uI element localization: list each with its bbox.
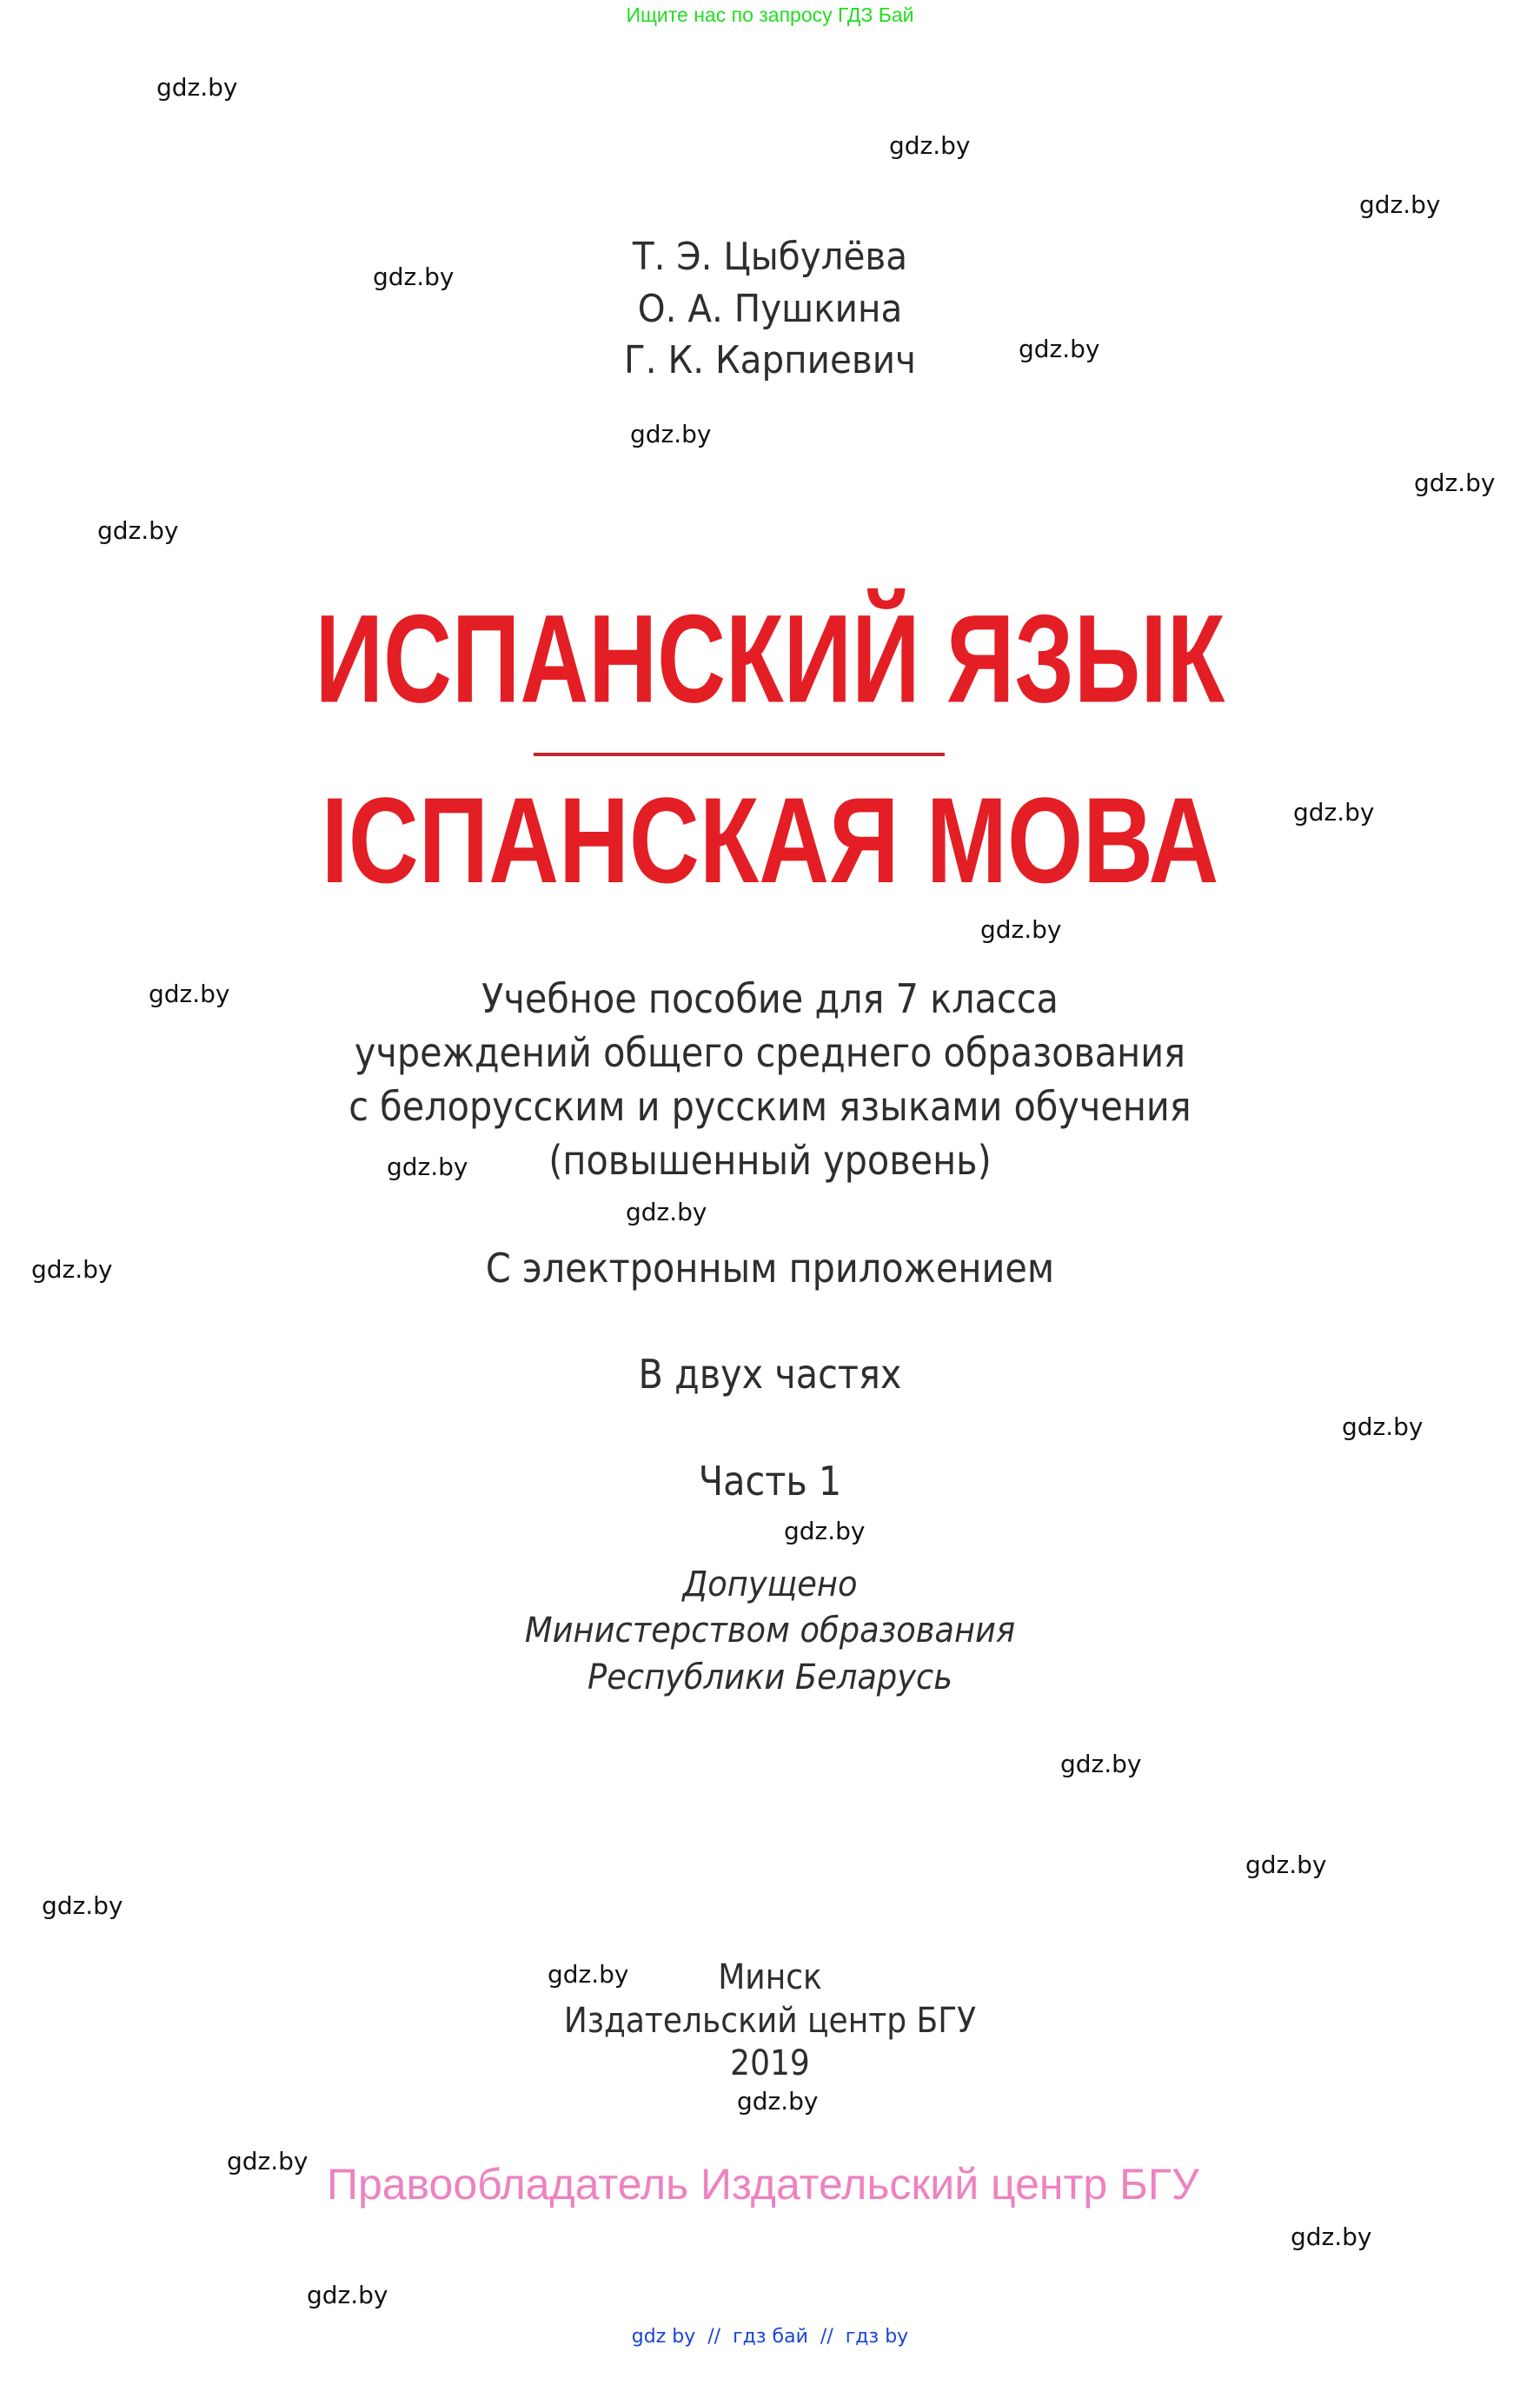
- watermark-text: gdz.by: [980, 915, 1062, 944]
- watermark-text: gdz.by: [97, 516, 179, 545]
- watermark-text: gdz.by: [387, 1153, 468, 1181]
- watermark-text: gdz.by: [784, 1517, 866, 1545]
- watermark-text: gdz.by: [31, 1255, 113, 1284]
- part-number: Часть 1: [698, 1458, 842, 1505]
- footer-links: [0, 2326, 1540, 2348]
- parts-note: В двух частях: [638, 1351, 902, 1398]
- author-2: О. А. Пушкина: [637, 287, 903, 331]
- rights-holder-notice: Правообладатель Издательский центр БГУ: [327, 2160, 1199, 2209]
- watermark-text: gdz.by: [1019, 335, 1100, 363]
- watermark-text: gdz.by: [1291, 2222, 1372, 2251]
- approval-line-3: Республики Беларусь: [587, 1658, 953, 1697]
- supplement-note: С электронным приложением: [485, 1245, 1055, 1292]
- publisher-city: Минск: [718, 1957, 822, 1997]
- publication-year: 2019: [730, 2043, 810, 2083]
- publisher-name: Издательский центр БГУ: [563, 2001, 977, 2041]
- subtitle-line-2: учреждений общего среднего образования: [354, 1029, 1186, 1076]
- watermark-text: gdz.by: [307, 2281, 388, 2309]
- watermark-text: gdz.by: [737, 2087, 819, 2116]
- title-divider: [534, 753, 945, 756]
- approval-line-1: Допущено: [682, 1565, 858, 1604]
- watermark-text: gdz.by: [149, 980, 230, 1008]
- watermark-text: gdz.by: [1359, 190, 1441, 219]
- watermark-text: gdz.by: [227, 2147, 309, 2176]
- watermark-text: gdz.by: [1342, 1412, 1424, 1441]
- footer-link-gdz-by[interactable]: gdz by: [631, 2326, 696, 2348]
- author-1: Т. Э. Цыбулёва: [632, 235, 908, 279]
- footer-link-gdz-bai[interactable]: гдз бай: [733, 2326, 808, 2348]
- title-russian: ИСПАНСКИЙ ЯЗЫК: [315, 588, 1225, 729]
- approval-line-2: Министерством образования: [524, 1611, 1016, 1651]
- author-3: Г. К. Карпиевич: [624, 338, 916, 382]
- title-belarusian: ІСПАНСКАЯ МОВА: [321, 772, 1219, 908]
- watermark-text: gdz.by: [1060, 1750, 1142, 1778]
- subtitle-line-1: Учебное пособие для 7 класса: [481, 975, 1059, 1022]
- watermark-text: gdz.by: [1293, 798, 1375, 827]
- watermark-text: gdz.by: [1414, 468, 1496, 497]
- watermark-text: gdz.by: [630, 420, 712, 448]
- watermark-text: gdz.by: [1245, 1850, 1327, 1879]
- watermark-text: gdz.by: [42, 1891, 123, 1920]
- footer-separator: //: [820, 2326, 833, 2348]
- subtitle-line-3: с белорусским и русским языками обучения: [348, 1083, 1192, 1130]
- watermark-text: gdz.by: [889, 131, 971, 160]
- footer-link-gdz-by-cyr[interactable]: гдз by: [845, 2326, 909, 2348]
- watermark-text: gdz.by: [626, 1198, 707, 1226]
- watermark-text: gdz.by: [373, 262, 455, 291]
- promo-banner[interactable]: Ищите нас по запросу ГДЗ Бай: [626, 3, 914, 26]
- watermark-text: gdz.by: [156, 73, 238, 102]
- footer-separator: //: [707, 2326, 721, 2348]
- watermark-text: gdz.by: [548, 1960, 629, 1989]
- subtitle-line-4: (повышенный уровень): [548, 1137, 992, 1184]
